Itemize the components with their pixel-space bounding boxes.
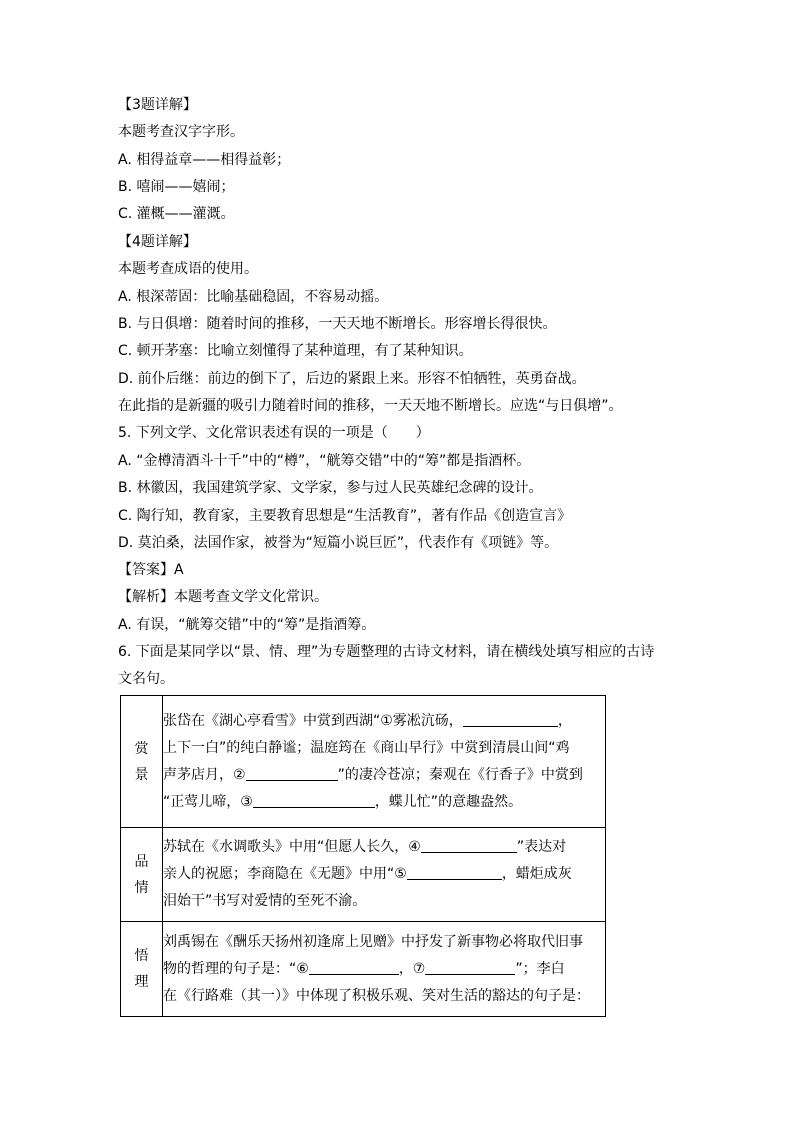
q4-option-a: A. 根深蒂固：比喻基础稳固，不容易动摇。 — [118, 289, 389, 305]
row-heading-emotion — [121, 828, 163, 922]
content-line: 在《行路难（其一）》中体现了积极乐观、笑对生活的豁达的句子是： — [163, 987, 590, 1004]
text-span: ”的凄冷苍凉；秦观在《行香子》中赏到 — [337, 766, 583, 783]
content-line — [163, 762, 605, 789]
fill-blank-2[interactable] — [246, 765, 338, 781]
q4-intro: 本题考查成语的使用。 — [118, 261, 258, 277]
q4-option-c: C. 顿开茅塞：比喻立刻懂得了某种道理，有了某种知识。 — [118, 343, 473, 359]
poem-table — [120, 695, 606, 1017]
q3-intro: 本题考查汉字字形。 — [118, 124, 244, 140]
fill-blank-4[interactable] — [421, 837, 517, 853]
q4-heading: 【4题详解】 — [118, 234, 197, 250]
content-line — [163, 956, 605, 983]
content-line — [163, 861, 605, 888]
fill-blank-3[interactable] — [253, 792, 375, 808]
row-content-scenery — [163, 696, 606, 828]
text-span: “正莺儿啼，③ — [163, 793, 253, 810]
q3-heading: 【3题详解】 — [118, 97, 197, 113]
row-content-emotion — [163, 828, 606, 922]
q4-conclusion: 在此指的是新疆的吸引力随着时间的推移，一天天地不断增长。应选“与日俱增”。 — [118, 398, 623, 414]
content-line — [163, 834, 605, 861]
q5-analysis: 【解析】本题考查文学文化常识。 — [118, 589, 328, 605]
row-heading-reasoning — [121, 922, 163, 1017]
content-line: 刘禹锡在《酬乐天扬州初逢席上见赠》中抒发了新事物必将取代旧事 — [163, 933, 583, 950]
text-span: ， — [557, 712, 572, 729]
q4-option-d: D. 前仆后继：前边的倒下了，后边的紧跟上来。形容不怕牺牲，英勇奋战。 — [118, 371, 586, 387]
table-row-emotion — [121, 828, 606, 922]
row-heading-char: 悟 — [134, 948, 149, 964]
text-span: 苏轼在《水调歌头》中用“但愿人长久，④ — [163, 839, 421, 855]
q3-option-c: C. 灌概——灌溉。 — [118, 206, 235, 222]
fill-blank-6[interactable] — [309, 959, 399, 975]
text-span: 物的哲理的句子是：“⑥ — [163, 960, 309, 977]
q5-answer: 【答案】A — [118, 562, 184, 578]
text-span: 亲人的祝愿；李商隐在《无题》中用“⑤ — [163, 866, 407, 882]
content-line: 上下一白”的纯白静谧；温庭筠在《商山早行》中赏到清晨山间“鸡 — [163, 739, 570, 756]
q3-option-a: A. 相得益章——相得益彰； — [118, 152, 291, 168]
row-heading-char: 赏 — [134, 740, 149, 757]
row-heading-char: 理 — [134, 974, 149, 990]
content-line — [163, 708, 605, 735]
content-line — [163, 789, 605, 816]
fill-blank-7[interactable] — [425, 959, 515, 975]
table-row-reasoning — [121, 922, 606, 1017]
q5-analysis-a: A. 有误，“觥筹交错”中的“筹”是指酒筹。 — [118, 617, 376, 633]
q5-option-c: C. 陶行知，教育家，主要教育思想是“生活教育”，著有作品《创造宣言》 — [118, 508, 572, 524]
q5-stem: 5. 下列文学、文化常识表述有误的一项是（ ） — [118, 425, 430, 441]
content-line: 泪始干”书写对爱情的至死不渝。 — [163, 893, 367, 909]
q4-option-b: B. 与日俱增：随着时间的推移，一天天地不断增长。形容增长得很快。 — [118, 316, 557, 332]
q6-stem-line1: 6. 下面是某同学以“景、情、理”为专题整理的古诗文材料，请在横线处填写相应的古诗 — [118, 644, 655, 660]
fill-blank-5[interactable] — [407, 864, 502, 880]
text-span: ，蝶儿忙”的意趣盎然。 — [374, 793, 523, 810]
q3-option-b: B. 嘻闹——嬉闹； — [118, 179, 235, 195]
q6-stem-line2: 文名句。 — [118, 671, 174, 687]
row-content-reasoning — [163, 922, 606, 1017]
fill-blank-1[interactable] — [463, 711, 558, 727]
row-heading-char: 景 — [134, 766, 149, 783]
q5-option-a: A. “金樽清酒斗十千”中的“樽”，“觥筹交错”中的“筹”都是指酒杯。 — [118, 453, 531, 469]
row-heading-scenery — [121, 696, 163, 828]
text-span: ，蜡炬成灰 — [501, 866, 572, 882]
text-span: ，⑦ — [398, 960, 426, 977]
text-span: ”表达对 — [516, 839, 567, 855]
table-row-scenery — [121, 696, 606, 828]
q5-option-b: B. 林徽因，我国建筑学家、文学家，参与过人民英雄纪念碑的设计。 — [118, 480, 543, 496]
text-span: ”；李白 — [515, 960, 565, 977]
text-span: 声茅店月，② — [163, 766, 246, 783]
q5-option-d: D. 莫泊桑，法国作家，被誉为“短篇小说巨匠”，代表作有《项链》等。 — [118, 535, 559, 551]
row-heading-char: 情 — [134, 879, 149, 896]
row-heading-char: 品 — [134, 853, 149, 870]
text-span: 张岱在《湖心亭看雪》中赏到西湖“①雾凇沆砀， — [163, 712, 463, 729]
